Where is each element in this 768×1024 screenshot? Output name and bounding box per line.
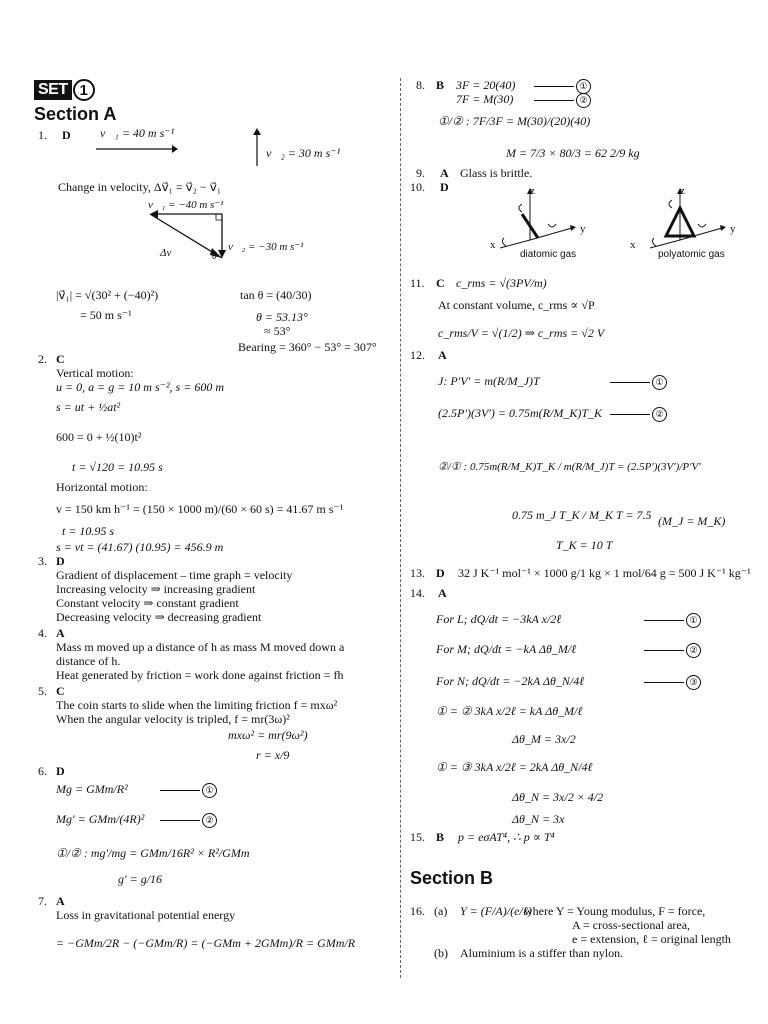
- q6-tag-1: ①: [160, 782, 217, 798]
- q10-answer: D: [440, 180, 449, 194]
- q12-line1: J: P′V′ = m(R/M_J)T: [438, 374, 540, 388]
- q7-line2: = −GMm/2R − (−GMm/R) = (−GMm + 2GMm)/R = GMm/R: [56, 936, 356, 950]
- q7-line1: Loss in gravitational potential energy: [56, 908, 236, 922]
- q8-tag-1: ①: [534, 78, 591, 94]
- q16-line1-where: where Y = Young modulus, F = force,: [524, 904, 706, 918]
- q12-tag-2: ②: [610, 406, 667, 422]
- q1-theta-value: θ = 53.13°: [256, 310, 308, 324]
- q1-v1: v⃗₁ = 40 m s⁻¹: [100, 126, 175, 140]
- q4-line3: Heat generated by friction = work done against friction = fh: [56, 668, 344, 682]
- q1-magnitude: |v⃗₁| = √(30² + (−40)²): [56, 288, 159, 302]
- q1-v2: v⃗₂ = 30 m s⁻¹: [266, 146, 341, 160]
- q14-line7: Δθ_N = 3x/2 × 4/2: [512, 790, 604, 804]
- q11-answer: C: [436, 276, 445, 290]
- q6-line2: Mg′ = GMm/(4R)²: [56, 812, 145, 826]
- q3-line2: Increasing velocity ⇒ increasing gradient: [56, 582, 256, 596]
- q1-v2-arrow: [252, 128, 262, 168]
- q1-answer: D: [62, 128, 71, 142]
- q8-line4: M = 7/3 × 80/3 = 62 2/9 kg: [506, 146, 640, 160]
- q12-answer: A: [438, 348, 447, 362]
- q5-line4: r = x/9: [256, 748, 290, 762]
- q1-triangle-top-label: v⃗₁ = −40 m s⁻¹: [148, 199, 224, 211]
- q2-line6: Horizontal motion:: [56, 480, 148, 494]
- q11-line2: At constant volume, c_rms ∝ √P: [438, 298, 595, 312]
- q16-part-a: (a): [434, 904, 448, 918]
- q9-line1: Glass is brittle.: [460, 166, 533, 180]
- right-column: [400, 0, 768, 1024]
- q2-line5: t = √120 = 10.95 s: [72, 460, 163, 474]
- q14-line2: For M; dQ/dt = −kA Δθ_M/ℓ: [436, 642, 577, 656]
- q12-number: 12.: [410, 348, 425, 362]
- q1-number: 1.: [38, 128, 47, 142]
- q7-number: 7.: [38, 894, 47, 908]
- q12-line3: ②/① : 0.75m(R/M_K)T_K / m(R/M_J)T = (2.5P′)(3V′)/P′V′: [438, 461, 701, 473]
- q8-line3: ①/② : 7F/3F = M(30)/(20)(40): [438, 114, 591, 128]
- q16-line4: Aluminium is a stiffer than nylon.: [460, 946, 624, 960]
- q14-number: 14.: [410, 586, 425, 600]
- q2-line2: u = 0, a = g = 10 m s⁻², s = 600 m: [56, 380, 224, 394]
- q3-line3: Constant velocity ⇒ constant gradient: [56, 596, 239, 610]
- q2-line4: 600 = 0 + ½(10)t²: [56, 430, 142, 444]
- q6-line3: ①/② : mg′/mg = GMm/16R² × R²/GMm: [56, 846, 250, 860]
- set-number: 1: [73, 79, 95, 101]
- q5-answer: C: [56, 684, 65, 698]
- q9-answer: A: [440, 166, 449, 180]
- q9-number: 9.: [416, 166, 425, 180]
- q2-line3: s = ut + ½at²: [56, 400, 121, 414]
- q14-line8: Δθ_N = 3x: [512, 812, 565, 826]
- q3-answer: D: [56, 554, 65, 568]
- q10-axis-y-1: y: [580, 223, 586, 235]
- q10-caption-polyatomic: polyatomic gas: [658, 249, 725, 260]
- q16-line1: Y = (F/A)/(e/ℓ): [460, 904, 532, 918]
- set-badge: [34, 79, 95, 101]
- q15-number: 15.: [410, 830, 425, 844]
- q4-line2: distance of h.: [56, 654, 121, 668]
- q5-line1: The coin starts to slide when the limiting friction f = mxω²: [56, 698, 338, 712]
- q2-line9: s = vt = (41.67) (10.95) = 456.9 m: [56, 540, 224, 554]
- q5-line2: When the angular velocity is tripled, f = mr(3ω)²: [56, 712, 290, 726]
- q6-number: 6.: [38, 764, 47, 778]
- q6-line1: Mg = GMm/R²: [56, 782, 128, 796]
- q8-line2: 7F = M(30): [456, 92, 514, 106]
- q14-tag-3: ③: [644, 674, 701, 690]
- q1-change: Change in velocity, Δv⃗₁ = v⃗₂ − v⃗₁: [58, 180, 221, 194]
- q12-line4-note: (M_J = M_K): [658, 514, 726, 528]
- q12-line2: (2.5P′)(3V′) = 0.75m(R/M_K)T_K: [438, 406, 602, 420]
- q1-triangle-right-label: v⃗₂ = −30 m s⁻¹: [228, 241, 304, 253]
- q3-line4: Decreasing velocity ⇒ decreasing gradient: [56, 610, 262, 624]
- section-a-heading: Section A: [34, 104, 117, 124]
- q3-line1: Gradient of displacement – time graph = velocity: [56, 568, 293, 582]
- q10-axis-z-2: z: [680, 185, 685, 197]
- q1-triangle-theta: θ: [212, 251, 217, 262]
- q4-number: 4.: [38, 626, 47, 640]
- q12-tag-1: ①: [610, 374, 667, 390]
- q14-line6: ① = ③ 3kA x/2ℓ = 2kA Δθ_N/4ℓ: [436, 760, 593, 774]
- q2-line8: t = 10.95 s: [62, 524, 115, 538]
- q1-bearing: Bearing = 360° − 53° = 307°: [238, 340, 377, 354]
- q11-line3: c_rms/V = √(1/2) ⇒ c_rms = √2 V: [438, 326, 605, 340]
- q14-tag-2: ②: [644, 642, 701, 658]
- q14-line3: For N; dQ/dt = −2kA Δθ_N/4ℓ: [436, 674, 585, 688]
- q14-line4: ① = ② 3kA x/2ℓ = kA Δθ_M/ℓ: [436, 704, 583, 718]
- q1-triangle-dv-label: Δv⃗: [160, 247, 180, 259]
- q4-line1: Mass m moved up a distance of h as mass M moved down a: [56, 640, 345, 654]
- q14-tag-1: ①: [644, 612, 701, 628]
- q14-line1: For L; dQ/dt = −3kA x/2ℓ: [436, 612, 562, 626]
- q14-line5: Δθ_M = 3x/2: [512, 732, 576, 746]
- q5-line3: mxω² = mr(9ω²): [228, 728, 308, 742]
- q8-line1: 3F = 20(40): [456, 78, 516, 92]
- polyatomic-diagram: [636, 186, 746, 250]
- diatomic-diagram: [486, 186, 596, 250]
- q10-axis-y-2: y: [730, 223, 736, 235]
- q2-answer: C: [56, 352, 65, 366]
- q11-line1: c_rms = √(3PV/m): [456, 276, 547, 290]
- set-label: SET: [34, 80, 72, 100]
- q11-number: 11.: [410, 276, 425, 290]
- q10-caption-diatomic: diatomic gas: [520, 249, 577, 260]
- q1-v1-arrow: [96, 144, 176, 154]
- q1-tan: tan θ = (40/30): [240, 288, 312, 302]
- q16-part-b: (b): [434, 946, 448, 960]
- q1-magnitude-result: = 50 m s⁻¹: [80, 308, 132, 322]
- q12-line5: T_K = 10 T: [556, 538, 613, 552]
- q6-line4: g′ = g/16: [118, 872, 163, 886]
- q13-line1: 32 J K⁻¹ mol⁻¹ × 1000 g/1 kg × 1 mol/64 g = 500 J K⁻¹ kg⁻¹: [458, 566, 751, 580]
- q5-number: 5.: [38, 684, 47, 698]
- q1-theta-approx: ≈ 53°: [264, 324, 291, 338]
- q13-answer: D: [436, 566, 445, 580]
- q2-number: 2.: [38, 352, 47, 366]
- q10-axis-z-1: z: [530, 185, 535, 197]
- q4-answer: A: [56, 626, 65, 640]
- q2-line1: Vertical motion:: [56, 366, 134, 380]
- q8-number: 8.: [416, 78, 425, 92]
- q15-answer: B: [436, 830, 445, 844]
- section-b-heading: Section B: [410, 868, 494, 888]
- q14-answer: A: [438, 586, 447, 600]
- q13-number: 13.: [410, 566, 425, 580]
- q7-answer: A: [56, 894, 65, 908]
- q6-tag-2: ②: [160, 812, 217, 828]
- q8-answer: B: [436, 78, 445, 92]
- q10-axis-x-1: x: [490, 239, 496, 251]
- q12-line4: 0.75 m_J T_K / M_K T = 7.5: [512, 508, 652, 522]
- q15-line1: p = eσAT⁴, ∴ p ∝ T⁴: [458, 830, 555, 844]
- q2-line7: v = 150 km h⁻¹ = (150 × 1000 m)/(60 × 60 s) = 41.67 m s⁻¹: [56, 502, 344, 516]
- q8-tag-2: ②: [534, 92, 591, 108]
- q16-line3: e = extension, ℓ = original length: [572, 932, 731, 946]
- q10-axis-x-2: x: [630, 239, 636, 251]
- q6-answer: D: [56, 764, 65, 778]
- q16-line2: A = cross-sectional area,: [572, 918, 691, 932]
- q10-number: 10.: [410, 180, 425, 194]
- q3-number: 3.: [38, 554, 47, 568]
- q16-number: 16.: [410, 904, 425, 918]
